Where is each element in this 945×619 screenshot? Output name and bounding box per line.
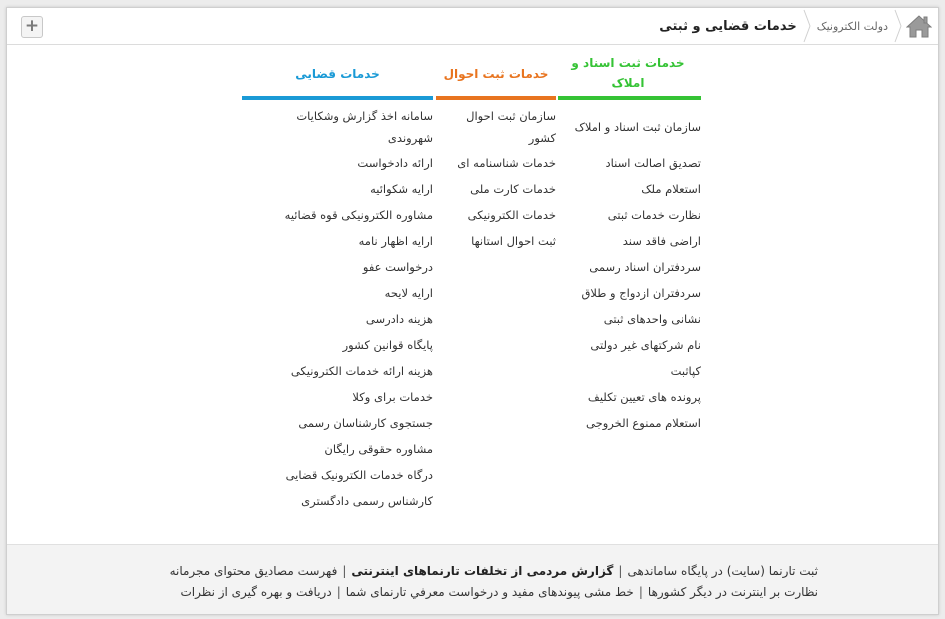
column-civil-registry-title[interactable]: خدمات ثبت احوال — [443, 67, 549, 81]
list-item[interactable]: هزینه دادرسی — [365, 312, 433, 326]
list-item[interactable]: ثبت احوال استانها — [471, 234, 556, 248]
breadcrumb-separator-icon — [803, 8, 811, 44]
footer-separator: | — [618, 564, 623, 578]
add-button[interactable]: + — [21, 16, 43, 38]
list-item[interactable]: درگاه خدمات الکترونیک قضایی — [285, 468, 433, 482]
footer-separator: | — [336, 585, 341, 599]
breadcrumb-root-link[interactable]: دولت الکترونیک — [816, 19, 888, 33]
footer-link-report-violation[interactable]: گزارش مردمی از تخلفات تارنماهای اینترنتی — [351, 564, 614, 578]
list-item[interactable]: کارشناس رسمی دادگستری — [301, 494, 433, 508]
column-registry-bar — [558, 96, 701, 100]
footer-link-criminal-content[interactable]: فهرست مصادیق محتوای مجرمانه — [169, 564, 338, 578]
list-item[interactable]: مشاوره الکترونیکی قوه قضائیه — [284, 208, 433, 222]
footer-link-site-registration[interactable]: ثبت تارنما (سایت) در پایگاه ساماندهی — [627, 564, 818, 578]
footer-line-2 — [180, 585, 818, 599]
column-civil-registry-bar — [436, 96, 556, 100]
list-item[interactable]: اراضی فاقد سند — [622, 234, 701, 248]
list-item[interactable]: خدمات کارت ملی — [470, 182, 556, 196]
home-icon[interactable] — [902, 9, 936, 43]
column-judicial — [242, 52, 433, 512]
footer — [7, 544, 938, 615]
list-item[interactable]: سازمان ثبت اسناد و املاک — [574, 120, 701, 134]
list-item[interactable]: کپاثبت — [670, 364, 701, 378]
list-item[interactable]: پرونده های تعیین تکلیف — [587, 390, 701, 404]
footer-link-useful-links-policy[interactable]: خط مشی پیوندهای مفید و درخواست معرفي تارنمای شما — [345, 585, 634, 599]
list-item[interactable]: تصدیق اصالت اسناد — [605, 156, 701, 170]
list-item[interactable]: ارائه دادخواست — [357, 156, 433, 170]
column-registry-title[interactable]: خدمات ثبت اسناد و املاک — [571, 56, 685, 90]
list-item[interactable]: مشاوره حقوقی رایگان — [324, 442, 433, 456]
footer-separator: | — [342, 564, 347, 578]
list-item[interactable]: جستجوی کارشناسان رسمی — [298, 416, 433, 430]
column-registry — [558, 52, 701, 512]
footer-line-1 — [170, 564, 818, 578]
list-item[interactable]: ارایه اظهار نامه — [358, 234, 433, 248]
column-judicial-title[interactable]: خدمات قضایی — [295, 67, 380, 81]
list-item[interactable]: خدمات الکترونیکی — [467, 208, 556, 222]
footer-link-feedback[interactable]: دریافت و بهره گیری از نظرات — [180, 585, 332, 599]
list-item[interactable]: خدمات برای وکلا — [352, 390, 433, 404]
breadcrumb — [649, 8, 936, 44]
list-item[interactable]: سردفتران ازدواج و طلاق — [581, 286, 701, 300]
footer-link-internet-monitoring[interactable]: نظارت بر اینترنت در دیگر کشورها — [647, 585, 818, 599]
list-item[interactable]: نشانی واحدهای ثبتی — [603, 312, 701, 326]
list-item[interactable]: نظارت خدمات ثبتی — [607, 208, 701, 222]
main-panel — [6, 7, 939, 615]
list-item[interactable]: پایگاه قوانین کشور — [342, 338, 433, 352]
footer-separator: | — [638, 585, 643, 599]
list-item[interactable]: نام شرکتهای غیر دولتی — [590, 338, 701, 352]
list-item[interactable]: ارایه لایحه — [384, 286, 433, 300]
list-item[interactable]: استعلام ملک — [641, 182, 701, 196]
list-item[interactable]: سامانه اخذ گزارش وشکایات شهروندی — [296, 109, 433, 145]
list-item[interactable]: ارایه شکوائیه — [370, 182, 433, 196]
breadcrumb-separator-icon — [894, 8, 902, 44]
list-item[interactable]: سردفتران اسناد رسمی — [589, 260, 701, 274]
list-item[interactable]: استعلام ممنوع الخروجی — [586, 416, 701, 430]
list-item[interactable]: هزینه ارائه خدمات الکترونیکی — [290, 364, 433, 378]
panel-header — [7, 8, 938, 45]
column-judicial-bar — [242, 96, 433, 100]
column-civil-registry — [436, 52, 556, 512]
breadcrumb-current: خدمات قضایی و ثبتی — [659, 18, 797, 34]
list-item[interactable]: سازمان ثبت احوال کشور — [466, 109, 556, 145]
list-item[interactable]: خدمات شناسنامه ای — [457, 156, 556, 170]
list-item[interactable]: درخواست عفو — [362, 260, 433, 274]
